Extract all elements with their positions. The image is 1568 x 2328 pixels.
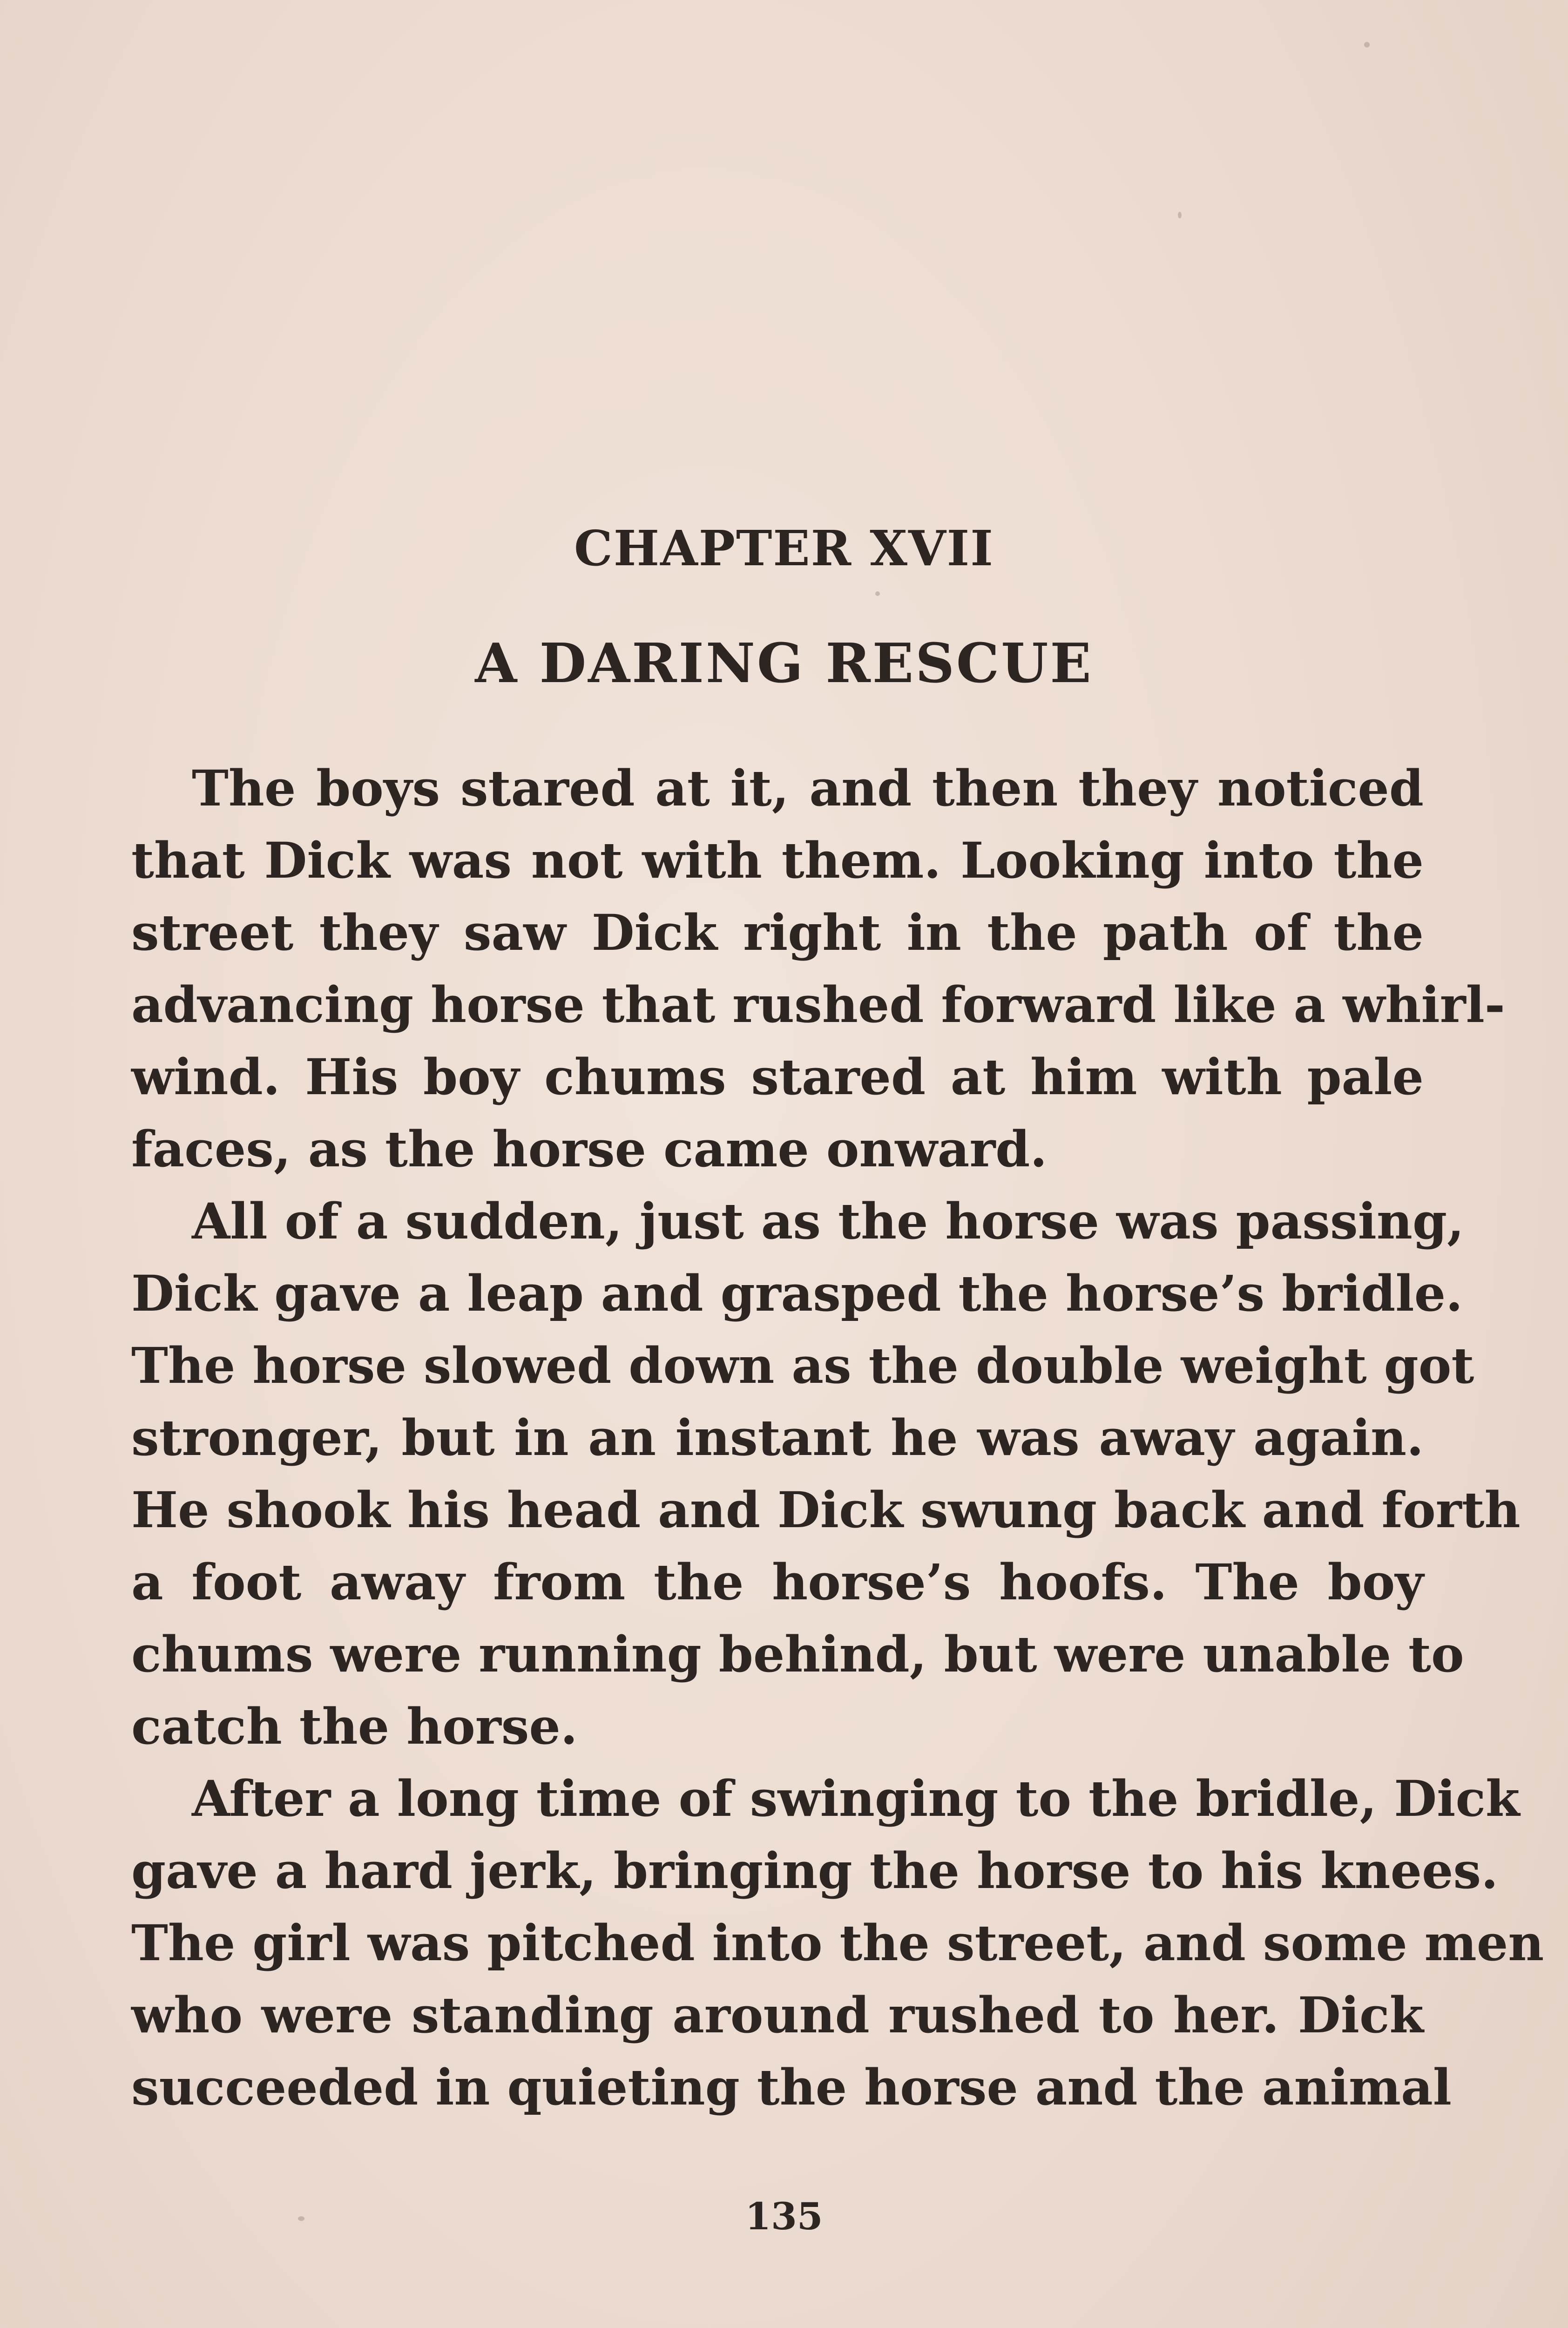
- text-line: He shook his head and Dick swung back and forth: [131, 1481, 1521, 1539]
- text-line: After a long time of swinging to the bridle, Dick: [192, 1769, 1520, 1827]
- text-line: that Dick was not with them. Looking into the: [131, 831, 1424, 889]
- text-line: Dick gave a leap and grasped the horse’s bridle.: [131, 1264, 1463, 1322]
- text-line: chums were running behind, but were unable to: [131, 1625, 1464, 1683]
- text-line: All of a sudden, just as the horse was passing,: [192, 1192, 1465, 1250]
- text-line: succeeded in quieting the horse and the animal: [131, 2058, 1452, 2116]
- text-line: a foot away from the horse’s hoofs. The boy: [131, 1553, 1424, 1611]
- text-line: The boys stared at it, and then they noticed: [192, 759, 1424, 817]
- paper-speck: [1178, 212, 1182, 218]
- chapter-heading: CHAPTER XVII: [574, 520, 994, 577]
- text-line: street they saw Dick right in the path of the: [131, 903, 1424, 961]
- text-line: faces, as the horse came onward.: [131, 1120, 1048, 1178]
- body-text: [131, 752, 1544, 2123]
- text-line: The horse slowed down as the double weight got: [131, 1336, 1474, 1394]
- paper-speck: [875, 591, 880, 596]
- text-line: wind. His boy chums stared at him with pale: [131, 1048, 1424, 1106]
- text-line: advancing horse that rushed forward like a whirl-: [131, 975, 1505, 1034]
- text-line: catch the horse.: [131, 1697, 578, 1755]
- paper-speck: [1364, 42, 1370, 47]
- text-line: gave a hard jerk, bringing the horse to his knees.: [131, 1841, 1499, 1900]
- text-line: The girl was pitched into the street, and some men: [131, 1914, 1544, 1972]
- page-number: 135: [745, 2194, 823, 2238]
- chapter-title: A DARING RESCUE: [475, 632, 1093, 695]
- text-line: who were standing around rushed to her. Dick: [131, 1986, 1424, 2044]
- text-line: stronger, but in an instant he was away again.: [131, 1408, 1424, 1467]
